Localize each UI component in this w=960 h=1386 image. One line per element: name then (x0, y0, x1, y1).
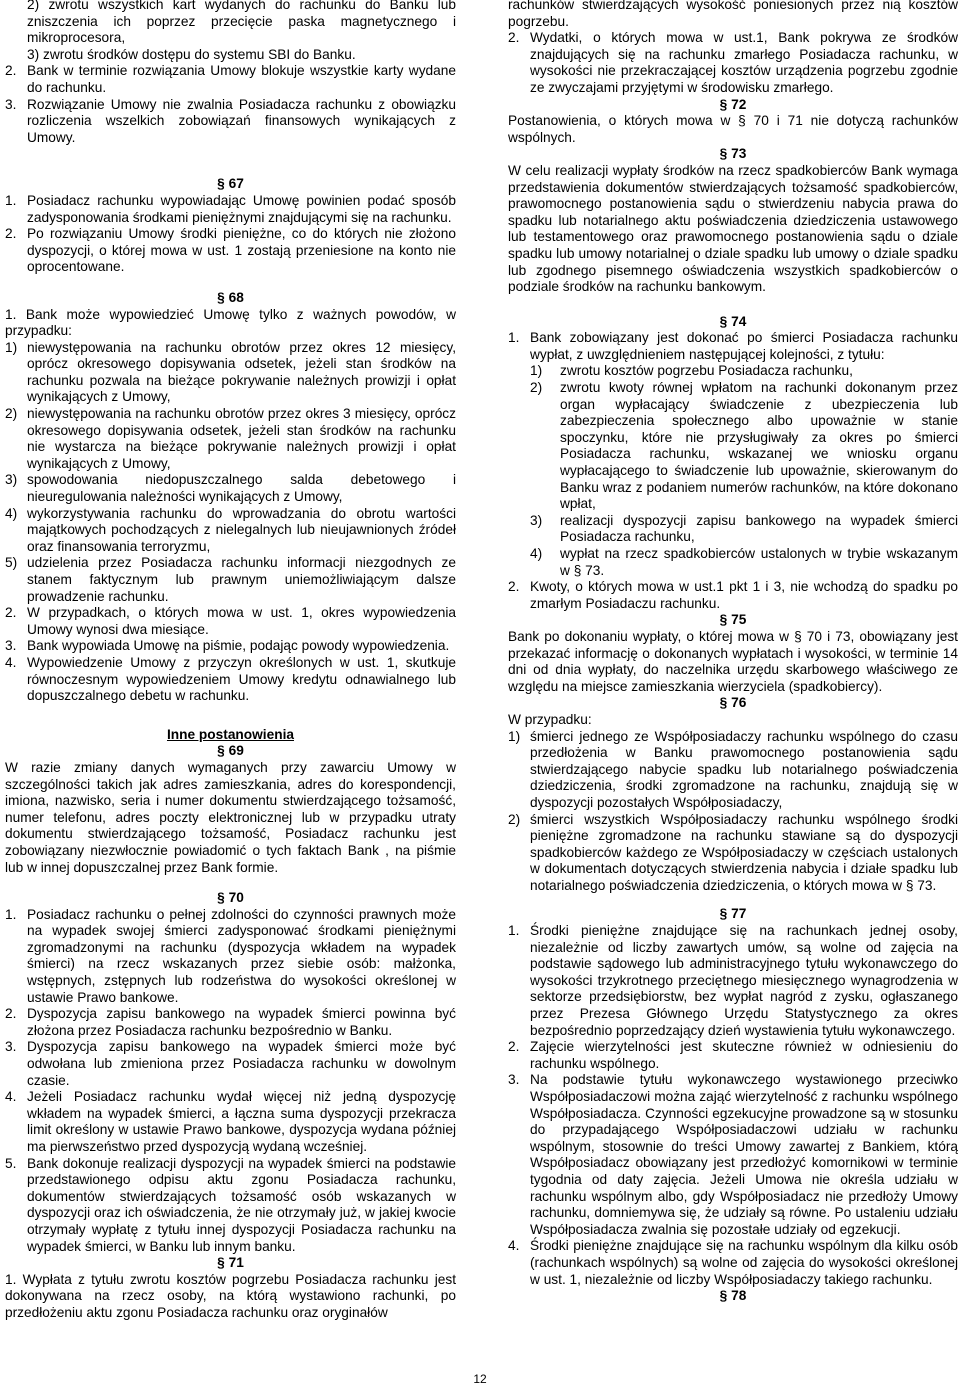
list-item (5, 1006, 456, 1039)
section-heading: Inne postanowienia (166, 726, 294, 742)
list-item-number: 2) (508, 811, 521, 827)
section-title: § 76 (719, 695, 747, 711)
list-item-text: Dyspozycja zapisu bankowego na wypadek śmierci może być odwołana lub zmieniona przez Posiadacza rachunku w dowolnym czasie. (27, 1039, 456, 1088)
list-item-text: Środki pieniężne znajdujące się na rachunku wspólnym dla kilku osób (rachunkach wspólnych) są wolne od zajęcia do wysokości określonej w ust. 1, niezależnie od liczby Współposiadaczy takiego rachunku. (530, 1238, 958, 1287)
list-item (5, 472, 456, 505)
paragraph-number: 1. (5, 192, 17, 208)
section-title: § 72 (719, 96, 747, 112)
section-title: § 68 (217, 289, 244, 305)
paragraph (5, 605, 456, 638)
paragraph (5, 638, 456, 655)
paragraph-text: Posiadacz rachunku wypowiadając Umowę powinien podać sposób zadysponowania środkami pieniężnymi znajdującymi się na rachunku. (27, 192, 456, 225)
list-item-text: śmierci wszystkich Współposiadaczy rachunku wspólnego środki pieniężne zgromadzone na rachunku stawiane są do dyspozycji spadkobierców każdego ze Współposiadaczy w częściach ustalonych w dokumentach dotyczących stwierdzenia nabycia i działe spadku lub notarialnego poświadczenia dziedziczenia, o których mowa w § 73. (530, 811, 958, 893)
list-item-number: 5. (5, 1155, 17, 1171)
s74-list (508, 363, 958, 579)
list-item (5, 47, 456, 64)
list-item (5, 1039, 456, 1089)
list-item (5, 907, 456, 1007)
section-title: § 74 (719, 313, 747, 329)
list-item-number: 1) (530, 363, 543, 379)
section-title: § 77 (719, 906, 747, 922)
paragraph: rachunków stwierdzających wysokość poniesionych przez nią kosztów pogrzebu. (508, 0, 958, 29)
paragraph-text: Bank zobowiązany jest dokonać po śmierci Posiadacza rachunku wypłat, z uwzględnieniem następującej kolejności, z tytułu: (530, 330, 958, 362)
paragraph (5, 193, 456, 226)
list-item-text: wykorzystywania rachunku do wprowadzania do obrotu wartości majątkowych pochodzących z nielegalnych lub nieujawnionych źródeł oraz finansowania terroryzmu, (27, 505, 456, 554)
list-item (508, 363, 958, 380)
paragraph-number: 2. (5, 226, 17, 242)
paragraph (508, 579, 958, 612)
paragraph-number: 4. (5, 654, 17, 670)
list-item-number: 2. (508, 1039, 520, 1055)
section-title: § 67 (217, 176, 244, 192)
list-item-number: 2) (530, 380, 543, 396)
paragraph-text: Wydatki, o których mowa w ust.1, Bank pokrywa ze środków znajdujących się na rachunku zmarłego Posiadacza rachunku, w wysokości nie przekraczającej kosztów urządzenia pogrzebu zgodnie ze zwyczajami przyjętymi w środowisku zmarłego. (530, 30, 958, 95)
list-item-text: Jeżeli Posiadacz rachunku wydał więcej niż jedną dyspozycję wkładem na wypadek śmierci, a łączna suma dyspozycji przekracza limit określony w ustawie Prawo bankowe, dyspozycja wydana później ma pierwszeństwo przed dyspozycją wydaną wcześniej. (27, 1089, 456, 1154)
list-item-text: zwrotu kwoty równej wpłatom na rachunki dokonanym przez organ wypłacający świadczenie z ubezpieczenia lub zabezpieczenia społecznego albo upoważnie w stanie spoczynku, które nie przysługiwały za okres po śmierci Posiadacza rachunku, wskazanej we wniosku organu wypłacającego to świadczenie lub upoważnie, skierowanym do Banku wraz z podaniem numerów rachunków, na które dokonano wpłat, (560, 380, 958, 512)
list-item-text: Środki pieniężne znajdujące się na rachunkach jednej osoby, niezależnie od liczby zawartych umów, są wolne od zajęcia na podstawie sądowego lub administracyjnego tytułu wykonawczego do wysokości trzykrotnego przeciętnego miesięcznego wynagrodzenia w sektorze przedsiębiorstw, bez wypłat nagród z zysku, ogłaszanego przez Prezesa Głównego Urzędu Statystycznego za okres bezpośrednio poprzedzający dzień wystawienia tytułu wykonawczego. (530, 923, 958, 1038)
list-item-text: niewystępowania na rachunku obrotów przez okres 12 miesięcy, oprócz okresowego dopisywania odsetek, jeżeli stan środków na rachunku pozwala na bieżące pokrywanie należnych prowizji i opłat wynikających z Umowy, (27, 339, 456, 405)
section-title: § 75 (719, 612, 747, 628)
list-item-number: 2. (5, 1006, 17, 1022)
paragraph: W celu realizacji wypłaty środków na rzecz spadkobierców Bank wymaga przedstawienia dokumentów stwierdzających tożsamość spadkobierców, prawomocnego postanowienia sądu o stwierdzeniu nabycia prawa do spadku lub notarialnego aktu poświadczenia dziedziczenia ustawowego lub testamentowego oraz prawomocnego postanowienia sądu o dziale spadku lub umowy notarialnej o dziale spadku lub umowy o dziale spadku lub zgodnego pisemnego oświadczenia wszystkich spadkobierców o podziale środków na rachunku bankowym. (508, 162, 958, 295)
list-item-number: 1. (5, 906, 17, 922)
list-item (5, 1156, 456, 1256)
list-item (508, 923, 958, 1039)
list-item (508, 729, 958, 812)
paragraph-number: 2. (5, 63, 17, 79)
list-item (5, 555, 456, 605)
paragraph-number: 2. (508, 30, 520, 46)
list-item-number: 1. (508, 923, 520, 939)
list-item-number: 5) (5, 555, 18, 571)
paragraph (5, 97, 456, 147)
paragraph-number: 3. (5, 96, 17, 112)
left-column (5, 0, 456, 1322)
s68-list (5, 340, 456, 606)
list-item-text: śmierci jednego ze Współposiadaczy rachunku wspólnego do czasu przedłożenia w Banku prawomocnego postanowienia sądu stwierdzającego nabycie spadku lub notarialnego poświadczenia dziedziczenia, środki zgromadzone na rachunku, znajdują się w dyspozycji pozostałych Współposiadaczy, (530, 728, 958, 810)
s76-list (508, 729, 958, 895)
list-item (5, 406, 456, 472)
list-item (508, 380, 958, 513)
list-item-text: niewystępowania na rachunku obrotów przez okres 3 miesięcy, oprócz okresowego dopisywania odsetek, jeżeli stan środków na rachunku nie wystarcza na bieżące pokrywanie należnych prowizji i opłat wynikających z Umowy, (27, 406, 456, 471)
list-item (508, 513, 958, 546)
list-item-number: 4. (5, 1089, 17, 1105)
s70-list (5, 907, 456, 1255)
list-item (508, 1039, 958, 1072)
paragraph: Postanowienia, o których mowa w § 70 i 71 nie dotyczą rachunków wspólnych. (508, 113, 958, 145)
list-item (508, 1238, 958, 1288)
paragraph: W razie zmiany danych wymaganych przy zawarciu Umowy w szczególności takich jak adres zamieszkania, adres do korespondencji, imiona, nazwisko, seria i numer dokumentu stwierdzającego tożsamość, numer telefonu, adres poczty elektronicznej lub w przypadku utraty dokumentu stwierdzającego tożsamość, Posiadacz rachunku jest zobowiązany niezwłocznie powiadomić o tych faktach Bank , na piśmie lub w innej dopuszczalnej przez Bank formie. (5, 759, 456, 875)
list-item (5, 506, 456, 556)
list-item-number: 4) (5, 505, 18, 521)
paragraph-number: 1. (508, 330, 520, 346)
paragraph: 1. Wypłata z tytułu zwrotu kosztów pogrzebu Posiadacza rachunku jest dokonywana na rzecz osoby, na którą wystawiono rachunki, po przedłożeniu aktu zgonu Posiadacza rachunku oraz oryginałów (5, 1271, 456, 1320)
list-item-text: udzielenia przez Posiadacza rachunku informacji niezgodnych ze stanem faktycznym lub prawnym uniemożliwiającym dalsze prowadzenie rachunku. (27, 555, 456, 604)
list-item (508, 812, 958, 895)
section-title: § 71 (217, 1255, 244, 1271)
paragraph-number: 2. (508, 579, 520, 595)
list-item-number: 3) (530, 512, 543, 528)
paragraph-text: Po rozwiązaniu Umowy środki pieniężne, co do których nie złożono dyspozycji, o której mowa w ust. 1 zostają przeniesione na konto nie oprocentowane. (27, 226, 456, 275)
list-item-text: Posiadacz rachunku o pełnej zdolności do czynności prawnych może na wypadek swojej śmierci zadysponować środkami pieniężnymi zgromadzonymi na rachunku (dyspozycja wkładem na wypadek śmierci) na rzecz wskazanych przez siebie osób: małżonka, wstępnych, zstępnych lub rodzeństwa do wysokości określonej w ustawie Prawo bankowe. (27, 906, 456, 1005)
s77-list (508, 923, 958, 1288)
paragraph: Bank po dokonaniu wypłaty, o której mowa w § 70 i 73, obowiązany jest przekazać informację o dokonanych wypłatach i wysokości, w terminie 14 dni od dnia wypłaty, do naczelnika urzędu skarbowego właściwego ze względu na miejsce zamieszkania wierzyciela (spadkobiercy). (508, 628, 958, 694)
list-item-number: 4. (508, 1238, 520, 1254)
list-item-number: 1) (508, 728, 521, 744)
paragraph-text: Rozwiązanie Umowy nie zwalnia Posiadacza rachunku z obowiązku rozliczenia wszelkich zobowiązań finansowych wynikających z Umowy. (27, 96, 456, 145)
paragraph-text: Kwoty, o których mowa w ust.1 pkt 1 i 3, nie wchodzą do spadku po zmarłym Posiadaczu rachunku. (530, 579, 958, 611)
list-item-text: Zajęcie wierzytelności jest skuteczne również w odniesieniu do rachunku wspólnego. (530, 1039, 958, 1071)
paragraph (5, 655, 456, 705)
paragraph: W przypadku: (508, 711, 592, 727)
section-title: § 78 (719, 1288, 747, 1304)
list-item-text: 2) zwrotu wszystkich kart wydanych do rachunku do Banku lub zniszczenia ich poprzez przecięcie paska magnetycznego i mikroprocesora, (27, 0, 456, 46)
paragraph (508, 30, 958, 96)
page-number: 12 (473, 1372, 487, 1386)
list-item-text: zwrotu kosztów pogrzebu Posiadacza rachunku, (560, 363, 853, 379)
list-item-number: 3. (508, 1072, 520, 1088)
paragraph (5, 63, 456, 96)
list-item-text: Dyspozycja zapisu bankowego na wypadek śmierci powinna być złożona przez Posiadacza rachunku bezpośrednio w Banku. (27, 1006, 456, 1038)
list-item (508, 546, 958, 579)
list-item (508, 1072, 958, 1238)
list-item (5, 1089, 456, 1155)
list-item (5, 0, 456, 47)
list-item-number: 2) (5, 406, 18, 422)
list-item-number: 1) (5, 339, 18, 355)
list-item-text: 3) zwrotu środków dostępu do systemu SBI do Banku. (27, 46, 356, 62)
list-item-text: spowodowania niedopuszczalnego salda debetowego i nieuregulowania należności wynikających z Umowy, (27, 472, 456, 505)
list-item-number: 4) (530, 546, 543, 561)
paragraph-text: Wypowiedzenie Umowy z przyczyn określonych w ust. 1, skutkuje równoczesnym wypowiedzeniem Umowy kredytu odnawialnego lub dopuszczalnego debetu w rachunku. (27, 654, 456, 704)
paragraph: 1. Bank może wypowiedzieć Umowę tylko z ważnych powodów, w przypadku: (5, 306, 456, 339)
paragraph (508, 330, 958, 363)
section-title: § 70 (217, 890, 244, 906)
section-title: § 73 (719, 146, 747, 162)
paragraph-text: W przypadkach, o których mowa w ust. 1, okres wypowiedzenia Umowy wynosi dwa miesiące. (27, 605, 456, 637)
paragraph-number: 2. (5, 605, 17, 621)
section-title: § 69 (217, 743, 244, 759)
paragraph-number: 3. (5, 638, 17, 654)
paragraph-text: Bank w terminie rozwiązania Umowy blokuje wszystkie karty wydane do rachunku. (27, 63, 456, 95)
list-item-number: 3) (5, 472, 18, 488)
paragraph-text: Bank wypowiada Umowę na piśmie, podając powody wypowiedzenia. (27, 638, 450, 654)
list-item (5, 340, 456, 406)
paragraph (5, 226, 456, 276)
list-item-text: Na podstawie tytułu wykonawczego wystawionego przeciwko Współposiadaczowi można zająć wierzytelność z rachunku wspólnego Współposiadacza. Czynności egzekucyjne prowadzone są w stosunku do przypadającego Współposiadaczowi udziału w rachunku wspólnym, stosownie do treści Umowy zawartej z Bankiem, którą Współposiadacz obowiązany jest przedłożyć komornikowi w terminie tygodnia od daty zajęcia. Jeżeli Umowa nie określa udziału w rachunku wspólnym albo, gdy Współposiadacz nie przedłoży Umowy rachunku, domniemywa się, że udziały są równe. Po ustaleniu udziału Współposiadacza zwalnia się pozostałe udziały od egzekucji. (530, 1072, 958, 1237)
list-item-number: 3. (5, 1039, 17, 1055)
list-item-text: realizacji dyspozycji zapisu bankowego na wypadek śmierci Posiadacza rachunku, (560, 512, 958, 545)
list-item-text: Bank dokonuje realizacji dyspozycji na wypadek śmierci na podstawie przedstawionego odpisu aktu zgonu Posiadacza rachunku, dokumentów stwierdzających tożsamość osób wskazanych w dyspozycji oraz ich oświadczenia, że nie otrzymały już, w jakiej kwocie otrzymały wypłatę z tytułu innej dyspozycji Posiadacza rachunku na wypadek śmierci, w Banku lub innym banku. (27, 1155, 456, 1254)
right-column (508, 0, 958, 1305)
list-item-text: wypłat na rzecz spadkobierców ustalonych w trybie wskazanym w § 73. (560, 546, 958, 578)
